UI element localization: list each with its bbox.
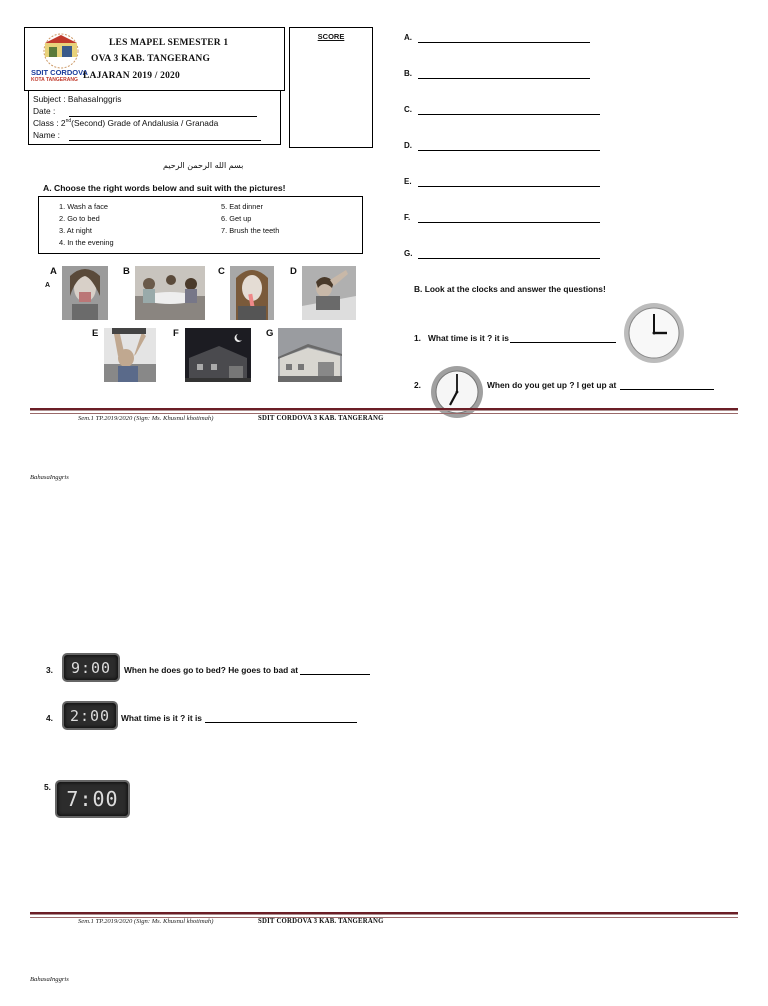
question-4-number: 4. [46, 713, 53, 723]
name-label: Name : [33, 130, 60, 140]
picture-letter-d: D [290, 266, 297, 277]
section-a-title: A. Choose the right words below and suit with the pictures! [43, 183, 286, 193]
logo-subtext: KOTA TANGERANG [31, 77, 78, 83]
word-choices-box [38, 196, 363, 254]
picture-letter-b: B [123, 266, 130, 277]
word-7: 7. Brush the teeth [221, 226, 280, 235]
picture-c-brushing-teeth [230, 266, 274, 320]
analog-clock-1 [622, 302, 686, 364]
subject-label: Subject : BahasaInggris [33, 94, 122, 104]
footer-rule-1b [30, 413, 738, 414]
footer-subject-1: BahasaInggris [30, 474, 69, 481]
answer-line-b[interactable]: B. [404, 69, 412, 78]
name-field[interactable] [69, 140, 261, 141]
question-3-number: 3. [46, 665, 53, 675]
word-6: 6. Get up [221, 214, 252, 223]
picture-g-evening-house [278, 328, 342, 382]
digital-clock-4 [62, 701, 118, 730]
student-info-box [28, 91, 281, 145]
header-title-2: OVA 3 KAB. TANGERANG [91, 54, 211, 64]
question-5-number: 5. [44, 782, 51, 792]
question-4-answer-line[interactable] [205, 722, 357, 723]
analog-clock-2 [430, 364, 484, 420]
answer-line-f[interactable]: F. [404, 213, 410, 222]
question-2-text: When do you get up ? I get up at [487, 380, 617, 390]
picture-letter-f: F [173, 328, 179, 339]
digital-clock-3-time: 9:00 [70, 658, 112, 677]
question-2-answer-line[interactable] [620, 389, 714, 390]
digital-clock-4-time: 2:00 [69, 706, 111, 725]
footer-rule-1 [30, 408, 738, 411]
picture-letter-c: C [218, 266, 225, 277]
word-2: 2. Go to bed [59, 214, 100, 223]
picture-letter-g: G [266, 328, 274, 339]
digital-clock-5 [55, 780, 130, 818]
logo-text: SDIT CORDOVA [31, 68, 88, 77]
word-5: 5. Eat dinner [221, 202, 263, 211]
picture-a-washing-face [62, 266, 108, 320]
digital-clock-5-time: 7:00 [66, 787, 119, 811]
footer-left-2: Sem.1 TP.2019/2020 (Sign: Ms. Khusnul khotimah) [78, 918, 214, 925]
section-b-title: B. Look at the clocks and answer the questions! [414, 284, 606, 294]
header-title-3: LAJARAN 2019 / 2020 [83, 71, 180, 81]
picture-f-night-house [185, 328, 251, 382]
picture-letter-a: A [50, 266, 57, 277]
question-2-number: 2. [414, 380, 421, 390]
score-box [289, 27, 373, 148]
word-3: 3. At night [59, 226, 92, 235]
footer-right-2: SDIT CORDOVA 3 KAB. TANGERANG [258, 918, 384, 925]
header-box [24, 27, 285, 91]
footer-right-1: SDIT CORDOVA 3 KAB. TANGERANG [258, 415, 384, 422]
question-1-text: What time is it ? it is [428, 333, 509, 343]
answer-line-a[interactable]: A. [404, 33, 412, 42]
question-1-number: 1. [414, 333, 421, 343]
picture-d-getting-up [302, 266, 356, 320]
word-1: 1. Wash a face [59, 202, 109, 211]
answer-line-e[interactable]: E. [404, 177, 412, 186]
question-3-answer-line[interactable] [300, 674, 370, 675]
header-title-1: LES MAPEL SEMESTER 1 [109, 38, 229, 48]
picture-b-eating-dinner [135, 266, 205, 320]
footer-rule-2 [30, 912, 738, 915]
picture-letter-e: E [92, 328, 99, 339]
date-field[interactable] [69, 116, 257, 117]
answer-line-g[interactable]: G. [404, 249, 412, 258]
answer-line-d[interactable]: D. [404, 141, 412, 150]
class-label: Class : 2nd(Second) Grade of Andalusia / Granada [33, 118, 219, 128]
date-label: Date : [33, 106, 56, 116]
footer-subject-2: BahasaInggris [30, 976, 69, 983]
picture-e-stretching [104, 328, 156, 382]
question-3-text: When he does go to bed? He goes to bad at [124, 665, 299, 675]
word-4: 4. In the evening [59, 238, 114, 247]
bismillah: بسم الله الرحمن الرحيم [163, 161, 244, 170]
footer-left-1: Sem.1 TP.2019/2020 (Sign: Ms. Khusnul khotimah) [78, 415, 214, 422]
digital-clock-3 [62, 653, 120, 682]
picture-letter-a-stray: A [45, 282, 51, 289]
score-label: SCORE [317, 32, 345, 41]
question-4-text: What time is it ? it is [121, 713, 202, 723]
question-1-answer-line[interactable] [510, 342, 616, 343]
answer-line-c[interactable]: C. [404, 105, 412, 114]
